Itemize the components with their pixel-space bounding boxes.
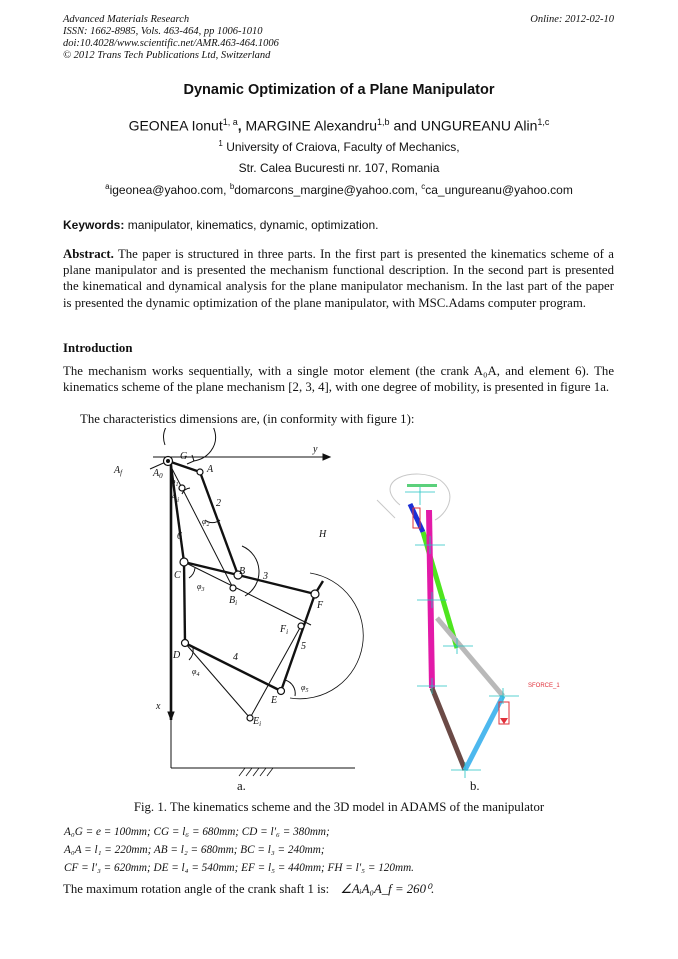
abstract (63, 246, 614, 311)
email-link[interactable]: ca_ungureanu@yahoo.com (425, 183, 573, 197)
link-5 (281, 594, 315, 691)
email-sup: c (421, 182, 426, 191)
online-date: Online: 2012-02-10 (530, 14, 614, 25)
label-a: A (207, 464, 214, 475)
link-3-b (238, 575, 315, 594)
issn-line: ISSN: 1662-8985, Vols. 463-464, pp 1006-1010 (63, 26, 263, 37)
label-phi3: $\varphi_3$ (197, 582, 205, 593)
joint-a (197, 469, 203, 475)
joint-f (311, 590, 319, 598)
label-g: G (180, 451, 188, 462)
triad-top (405, 485, 435, 505)
link-3-a (184, 562, 238, 575)
abstract-text: The paper is structured in three parts. In the first part is presented the kinematics scheme of a plane manipulator and is presented the mechanism functional description. In the second part is presented the kinematical and dynamical analysis for the plane manipulator mechanism. In the last part of the paper is presented the dynamic optimization of the plane manipulator, with MSC.Adams computer program. (63, 247, 614, 310)
keywords-label: Keywords: (63, 218, 125, 232)
label-f: F (317, 600, 324, 611)
author-sep: , (237, 117, 246, 134)
email-link[interactable]: domarcons_margine@yahoo.com, (234, 183, 422, 197)
dimension-formula-2: A₀A = l₁ = 220mm; AB = l₂ = 680mm; BC = l₃ = 240mm; (64, 844, 325, 856)
max-angle-text: The maximum rotation angle of the crank shaft 1 is: (63, 882, 330, 896)
link-5-cyan (465, 696, 503, 770)
abstract-label: Abstract. (63, 247, 114, 261)
label-x-axis: x (156, 701, 161, 712)
author-name: MARGINE Alexandru (245, 117, 378, 134)
label-phi4: $\varphi_4$ (192, 667, 200, 678)
paper-title: Dynamic Optimization of a Plane Manipulator (183, 82, 495, 98)
triad-a (415, 536, 445, 554)
intro-paragraph: The mechanism works sequentially, with a single motor element (the crank A₀A, and element 6). The kinematics scheme of the plane mechanism [2, 3, 4], with one degree of mobility, is presented in figure 1a. (63, 364, 614, 395)
link-3-initial (184, 562, 311, 625)
joint-c (180, 558, 188, 566)
subfigure-label-b: b. (470, 779, 480, 793)
affiliation-text: University of Craiova, Faculty of Mechanics, (226, 140, 460, 154)
label-link-5: 5 (301, 641, 306, 652)
label-link-4: 4 (233, 652, 238, 663)
joint-a0-center (166, 459, 170, 463)
keywords-text: manipulator, kinematics, dynamic, optimization. (124, 218, 379, 232)
label-link-2: 2 (216, 498, 221, 509)
joint-e (278, 688, 285, 695)
link-4-brown (432, 688, 465, 770)
link-4 (185, 643, 281, 691)
doi-line: doi:10.4028/www.scientific.net/AMR.463-464.1006 (63, 38, 279, 49)
link-6-magenta (429, 510, 432, 688)
author-sep: and (389, 117, 421, 134)
label-h: H (319, 529, 327, 540)
affiliation-line-2: Str. Calea Bucuresti nr. 107, Romania (238, 161, 440, 175)
figure-1b-adams-model (365, 470, 580, 780)
label-a0: $A_0$ (153, 468, 163, 480)
subfigure-label-a: a. (237, 779, 246, 793)
label-c: C (174, 570, 181, 581)
dimension-formula-1: A₀G = e = 100mm; CG = l₆ = 680mm; CD = l′₆ = 380mm; (64, 826, 330, 838)
intro-paragraph-2: The characteristics dimensions are, (in conformity with figure 1): (80, 412, 415, 426)
label-ei: $E_i$ (253, 716, 262, 728)
label-phi2: $\varphi_2$ (202, 517, 210, 528)
motor-rotation-arc (164, 428, 216, 461)
phi3-arc (189, 568, 195, 578)
x-axis-arrow (168, 712, 174, 720)
keywords (63, 218, 378, 232)
email-sup: a (105, 182, 110, 191)
phi5-arc (285, 680, 295, 696)
figure-1a-kinematic-scheme (105, 428, 370, 788)
affiliation-line-1 (0, 139, 678, 154)
label-e: E (271, 695, 278, 706)
y-axis-arrow (323, 454, 330, 460)
link-3-grey (437, 618, 503, 696)
label-y-axis: y (313, 444, 318, 455)
author-name: GEONEA Ionut (128, 117, 223, 134)
label-link-6: 6 (177, 531, 182, 542)
author-list (0, 117, 678, 134)
author-sup: 1,c (537, 117, 550, 127)
joint-fi (298, 623, 304, 629)
top-marker-strip (407, 484, 437, 487)
author-sup: 1, a (222, 117, 238, 127)
email-line (0, 182, 678, 197)
email-link[interactable]: igeonea@yahoo.com, (109, 183, 230, 197)
email-sup: b (229, 182, 235, 191)
motor-arrowhead (187, 455, 194, 464)
section-heading-introduction: Introduction (63, 341, 133, 355)
label-phi5: $\varphi_5$ (301, 683, 309, 694)
author-name: UNGUREANU Alin (420, 117, 538, 134)
label-d: D (173, 650, 181, 661)
joint-d (182, 640, 189, 647)
force-arrow (500, 718, 508, 724)
dimension-formula-3: CF = l′₃ = 620mm; DE = l₄ = 540mm; EF = l₅ = 440mm; FH = l′₅ = 120mm. (64, 862, 414, 874)
affiliation-sup: 1 (218, 139, 223, 148)
joint-ai (179, 485, 185, 491)
label-phi1: $\varphi_1$ (171, 477, 179, 488)
author-sup: 1,b (377, 117, 390, 127)
label-bi: $B_i$ (229, 595, 238, 607)
joint-bi (230, 585, 236, 591)
label-fi: $F_i$ (280, 624, 289, 636)
label-ai: $A_i$ (171, 492, 180, 504)
copyright-line: © 2012 Trans Tech Publications Ltd, Switzerland (63, 50, 271, 61)
max-angle-sentence (63, 882, 434, 897)
triad-d (417, 678, 447, 694)
running-header (63, 14, 279, 62)
figure-caption: Fig. 1. The kinematics scheme and the 3D model in ADAMS of the manipulator (133, 800, 545, 814)
max-angle-formula: ∠AᵢA₀A_f = 260⁰. (340, 882, 435, 896)
sforce-label: SFORCE_1 (528, 683, 560, 689)
ground-hatch (239, 768, 273, 776)
label-af: $A_f$ (114, 465, 123, 477)
link-4-initial (185, 643, 250, 718)
journal-name: Advanced Materials Research (63, 14, 190, 25)
link-6-cd (184, 562, 185, 643)
label-b: B (239, 566, 246, 577)
label-link-3: 3 (263, 571, 268, 582)
